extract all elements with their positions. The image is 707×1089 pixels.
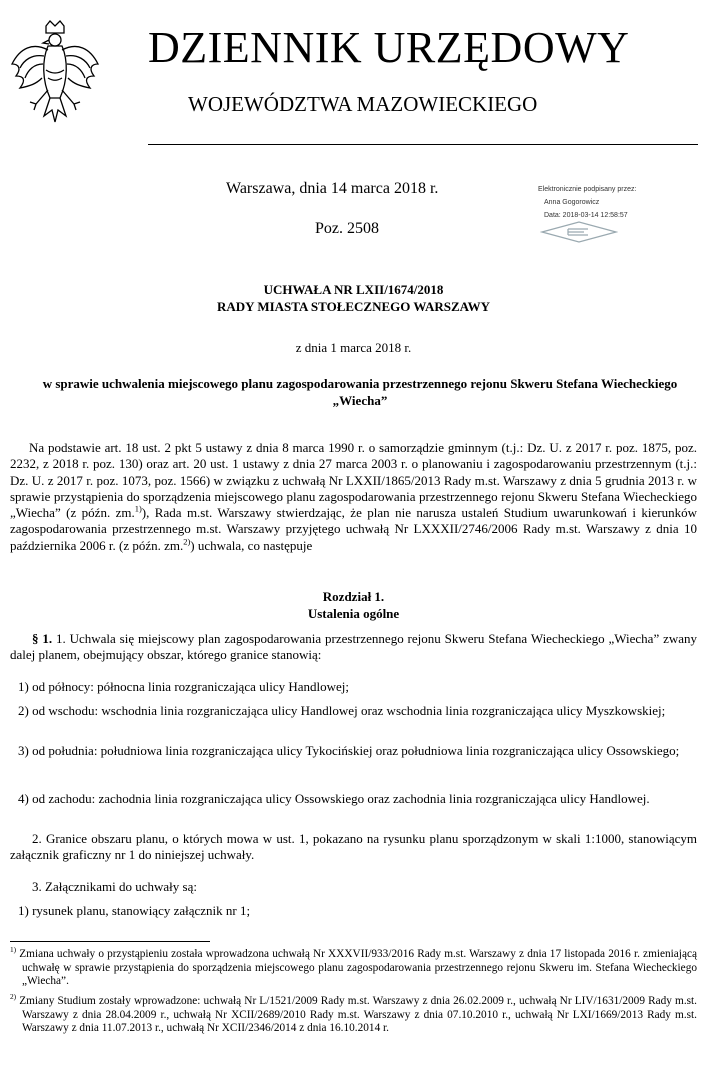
electronic-signature-block: [538, 183, 698, 222]
issue-date: Warszawa, dnia 14 marca 2018 r.: [226, 180, 439, 197]
boundary-item-west: 4) od zachodu: zachodnia linia rozgraniczająca ulicy Ossowskiego oraz zachodnia linia rozgraniczająca ulicy Handlowej.: [18, 791, 650, 806]
footnote-ref-1[interactable]: 1): [134, 503, 142, 514]
footnote-text: Zmiany Studium zostały wprowadzone: uchwałą Nr L/1521/2009 Rady m.st. Warszawy z dnia 26.02.2009 r., uchwałą Nr LIV/1631/2009 Rady m.st. Warszawy z dnia 28.04.2009 r., uchwałą Nr XCII/2689/2010 Rady m.st. Warszawy z dnia 07.10.2010 r., uchwałą Nr LXI/1669/2013 Rady m.st. Warszawy z dnia 11.07.2013 r., uchwałą Nr XCII/2346/2014 z dnia 16.10.2014 r.: [19, 995, 698, 1035]
signature-date: Data: 2018-03-14 12:58:57: [544, 212, 628, 219]
polish-eagle-emblem-icon: [8, 20, 103, 140]
footnote-2: [10, 992, 698, 1036]
footnote-mark: 2): [10, 992, 17, 1002]
section-1-paragraph-2: 2. Granice obszaru planu, o których mowa w ust. 1, pokazano na rysunku planu sporządzonym w skali 1:1000, stanowiącym załącznik graficzny nr 1 do niniejszej uchwały.: [10, 831, 697, 863]
attachment-item-1: 1) rysunek planu, stanowiący załącznik nr 1;: [18, 903, 251, 918]
position-number: Poz. 2508: [315, 220, 379, 237]
journal-subtitle: WOJEWÓDZTWA MAZOWIECKIEGO: [188, 92, 538, 116]
header-divider: [148, 144, 698, 145]
section-1-paragraph-1: [10, 631, 697, 664]
e-signature-logo-icon: [540, 220, 618, 244]
resolution-subject: w sprawie uchwalenia miejscowego planu zagospodarowania przestrzennego rejonu Skweru Stefana Wiecheckiego „Wiecha”: [42, 376, 678, 408]
signature-label: Elektronicznie podpisany przez:: [538, 186, 637, 193]
intro-text-b: ), Rada m.st. Warszawy stwierdzając, że plan nie narusza ustaleń Studium uwarunkowań i kierunków zagospodarowania przestrzennego m.st. Warszawy przyjętego uchwałą Nr LXXXII/2746/2006 Rady m.st. Warszawy z dnia 10 października 2006 r. (z późn. zm.: [10, 505, 697, 553]
footnote-1: [10, 945, 697, 989]
footnote-ref-2[interactable]: 2): [183, 536, 191, 547]
intro-text-c: ) uchwala, co następuje: [190, 537, 313, 553]
intro-text-a: Na podstawie art. 18 ust. 2 pkt 5 ustawy z dnia 8 marca 1990 r. o samorządzie gminnym (t.j.: Dz. U. z 2017 r. poz. 1875, poz. 2232, z 2018 r. poz. 130) oraz art. 20 ust. 1 ustawy z dnia 27 marca 2003 r. o planowaniu i zagospodarowaniu przestrzennym (t.j.: Dz. U. z 2017 r. poz. 1073, poz. 1566) w związku z uchwałą Nr LXXII/1865/2013 Rady m.st. Warszawy z dnia 5 grudnia 2013 r. w sprawie przystąpienia do sporządzenia miejscowego planu zagospodarowania przestrzennego rejonu Skweru Stefana Wiecheckiego „Wiecha” (z późn. zm.: [10, 440, 697, 521]
resolution-authority: RADY MIASTA STOŁECZNEGO WARSZAWY: [217, 299, 490, 314]
boundary-item-north: 1) od północy: północna linia rozgraniczająca ulicy Handlowej;: [18, 679, 350, 694]
chapter-title: Rozdział 1.: [322, 589, 385, 604]
section-marker: § 1.: [32, 631, 53, 646]
chapter-subtitle: Ustalenia ogólne: [307, 606, 400, 621]
legal-basis-paragraph: [10, 440, 697, 554]
section-1-paragraph-3: 3. Załącznikami do uchwały są:: [32, 879, 197, 894]
paragraph-text: 1. Uchwala się miejscowy plan zagospodarowania przestrzennego rejonu Skweru Stefana Wiecheckiego „Wiecha” zwany dalej planem, obejmujący obszar, którego granice stanowią:: [10, 631, 698, 663]
footnote-divider: [10, 941, 210, 942]
footnote-mark: 1): [10, 945, 17, 955]
resolution-date: z dnia 1 marca 2018 r.: [295, 340, 412, 355]
resolution-number: UCHWAŁA NR LXII/1674/2018: [263, 282, 444, 297]
boundary-item-east: 2) od wschodu: wschodnia linia rozgraniczająca ulicy Handlowej oraz wschodnia linia rozgraniczająca ulicy Myszkowskiej;: [18, 703, 666, 718]
footnote-text: Zmiana uchwały o przystąpieniu została wprowadzona uchwałą Nr XXXVII/933/2016 Rady m.st. Warszawy z dnia 17 listopada 2016 r. zmieniającą uchwałę w sprawie przystąpienia do sporządzenia miejscowego planu zagospodarowania przestrzennego rejonu Skweru im. Stefana Wiecheckiego „Wiecha”.: [19, 948, 697, 988]
journal-title: DZIENNIK URZĘDOWY: [148, 23, 630, 72]
boundary-item-south: 3) od południa: południowa linia rozgraniczająca ulicy Tykocińskiej oraz południowa linia rozgraniczająca ulicy Ossowskiego;: [18, 743, 680, 758]
signature-name: Anna Gogorowicz: [544, 199, 600, 206]
